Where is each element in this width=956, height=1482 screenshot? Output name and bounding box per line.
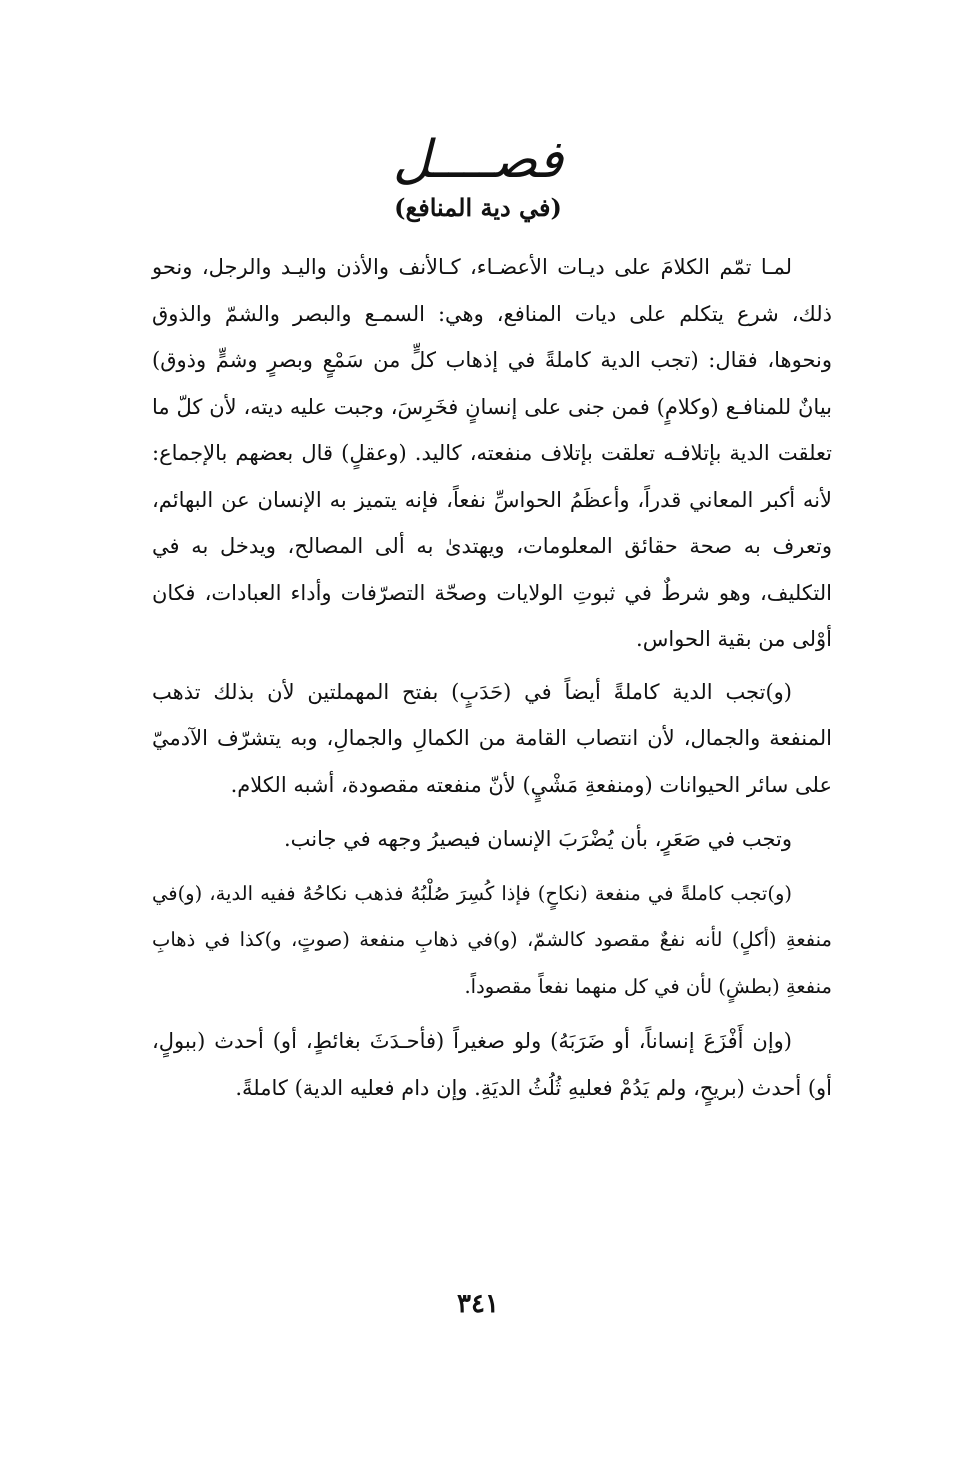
paragraph-4: (و)تجب كاملةً في منفعة (نكاحٍ) فإذا كُسِرَ صُلْبُهُ فذهب نكاحُهُ ففيه الدية، (و)في منفعةِ (أكلٍ) لأنه نفعٌ مقصود كالشمّ، (و)في ذهابِ منفعة (صوتٍ، و)كذا في ذهابِ منفعةِ (بطشٍ) لأن في كل منهما نفعاً مقصوداً. xyxy=(152,881,832,998)
paragraph-1: لمـا تمّم الكلامَ على ديـات الأعضـاء، كـالأنف والأذن واليـد والرجل، ونحو ذلك، شرع يتكلم على ديات المنافع، وهي: السمـع والبصر والشمّ والذوق ونحوها، فقال: (تجب الدية كاملةً في إذهاب كلٍّ من سَمْعٍ وبصرٍ وشمٍّ وذوق) بيانٌ للمنافـع (وكلامٍ) فمن جنى على إنسانٍ فخَرِسَ، وجبت عليه ديته، لأن كلّ ما تعلقت الدية بإتلافـه تعلقت بإتلاف منفعته، كاليد. (وعقلٍ) قال بعضهم بالإجماع: لأنه أكبر المعاني قدراً، وأعظَمُ الحواسِّ نفعاً، فإنه يتميز به الإنسان عن البهائم، وتعرف به صحة حقائق المعلومات، ويهتدىٰ به ألى المصالح، ويدخل به في التكليف، وهو شرطٌ في ثبوتِ الولايات وصحّة التصرّفات وأداء العبادات، فكان أوْلى من بقية الحواس. xyxy=(152,255,833,651)
paragraph-2: (و)تجب الدية كاملةً أيضاً في (حَدَبٍ) بفتح المهملتين لأن بذلك تذهب المنفعة والجمال، لأن انتصاب القامة من الكمالِ والجمالِ، وبه يتشرّف الآدميّ على سائر الحيوانات (ومنفعةِ مَشْيٍ) لأنّ منفعته مقصودة، أشبه الكلام. xyxy=(152,679,832,797)
paragraph-3: وتجب في صَعَرٍ، بأن يُضْرَبَ الإنسان فيصيرُ وجهه في جانب. xyxy=(283,827,792,851)
page-number: ٣٤١ xyxy=(457,1289,499,1319)
section-heading: فصــــل xyxy=(392,130,564,190)
section-subheading: (في دية المنافع) xyxy=(394,193,562,222)
body-text xyxy=(152,244,832,1119)
paragraph-5: (وإن أَفْزَعَ إنساناً، أو ضَرَبَهُ) ولو صغيراً (فأحـدَثَ بغائطٍ، أو) أحدث (ببولٍ، أو) أحدث (بريحٍ، ولم يَدُمْ فعليهِ ثُلُثُ الديَةِ. وإن دام فعليه الدية) كاملةً. xyxy=(152,1029,832,1100)
